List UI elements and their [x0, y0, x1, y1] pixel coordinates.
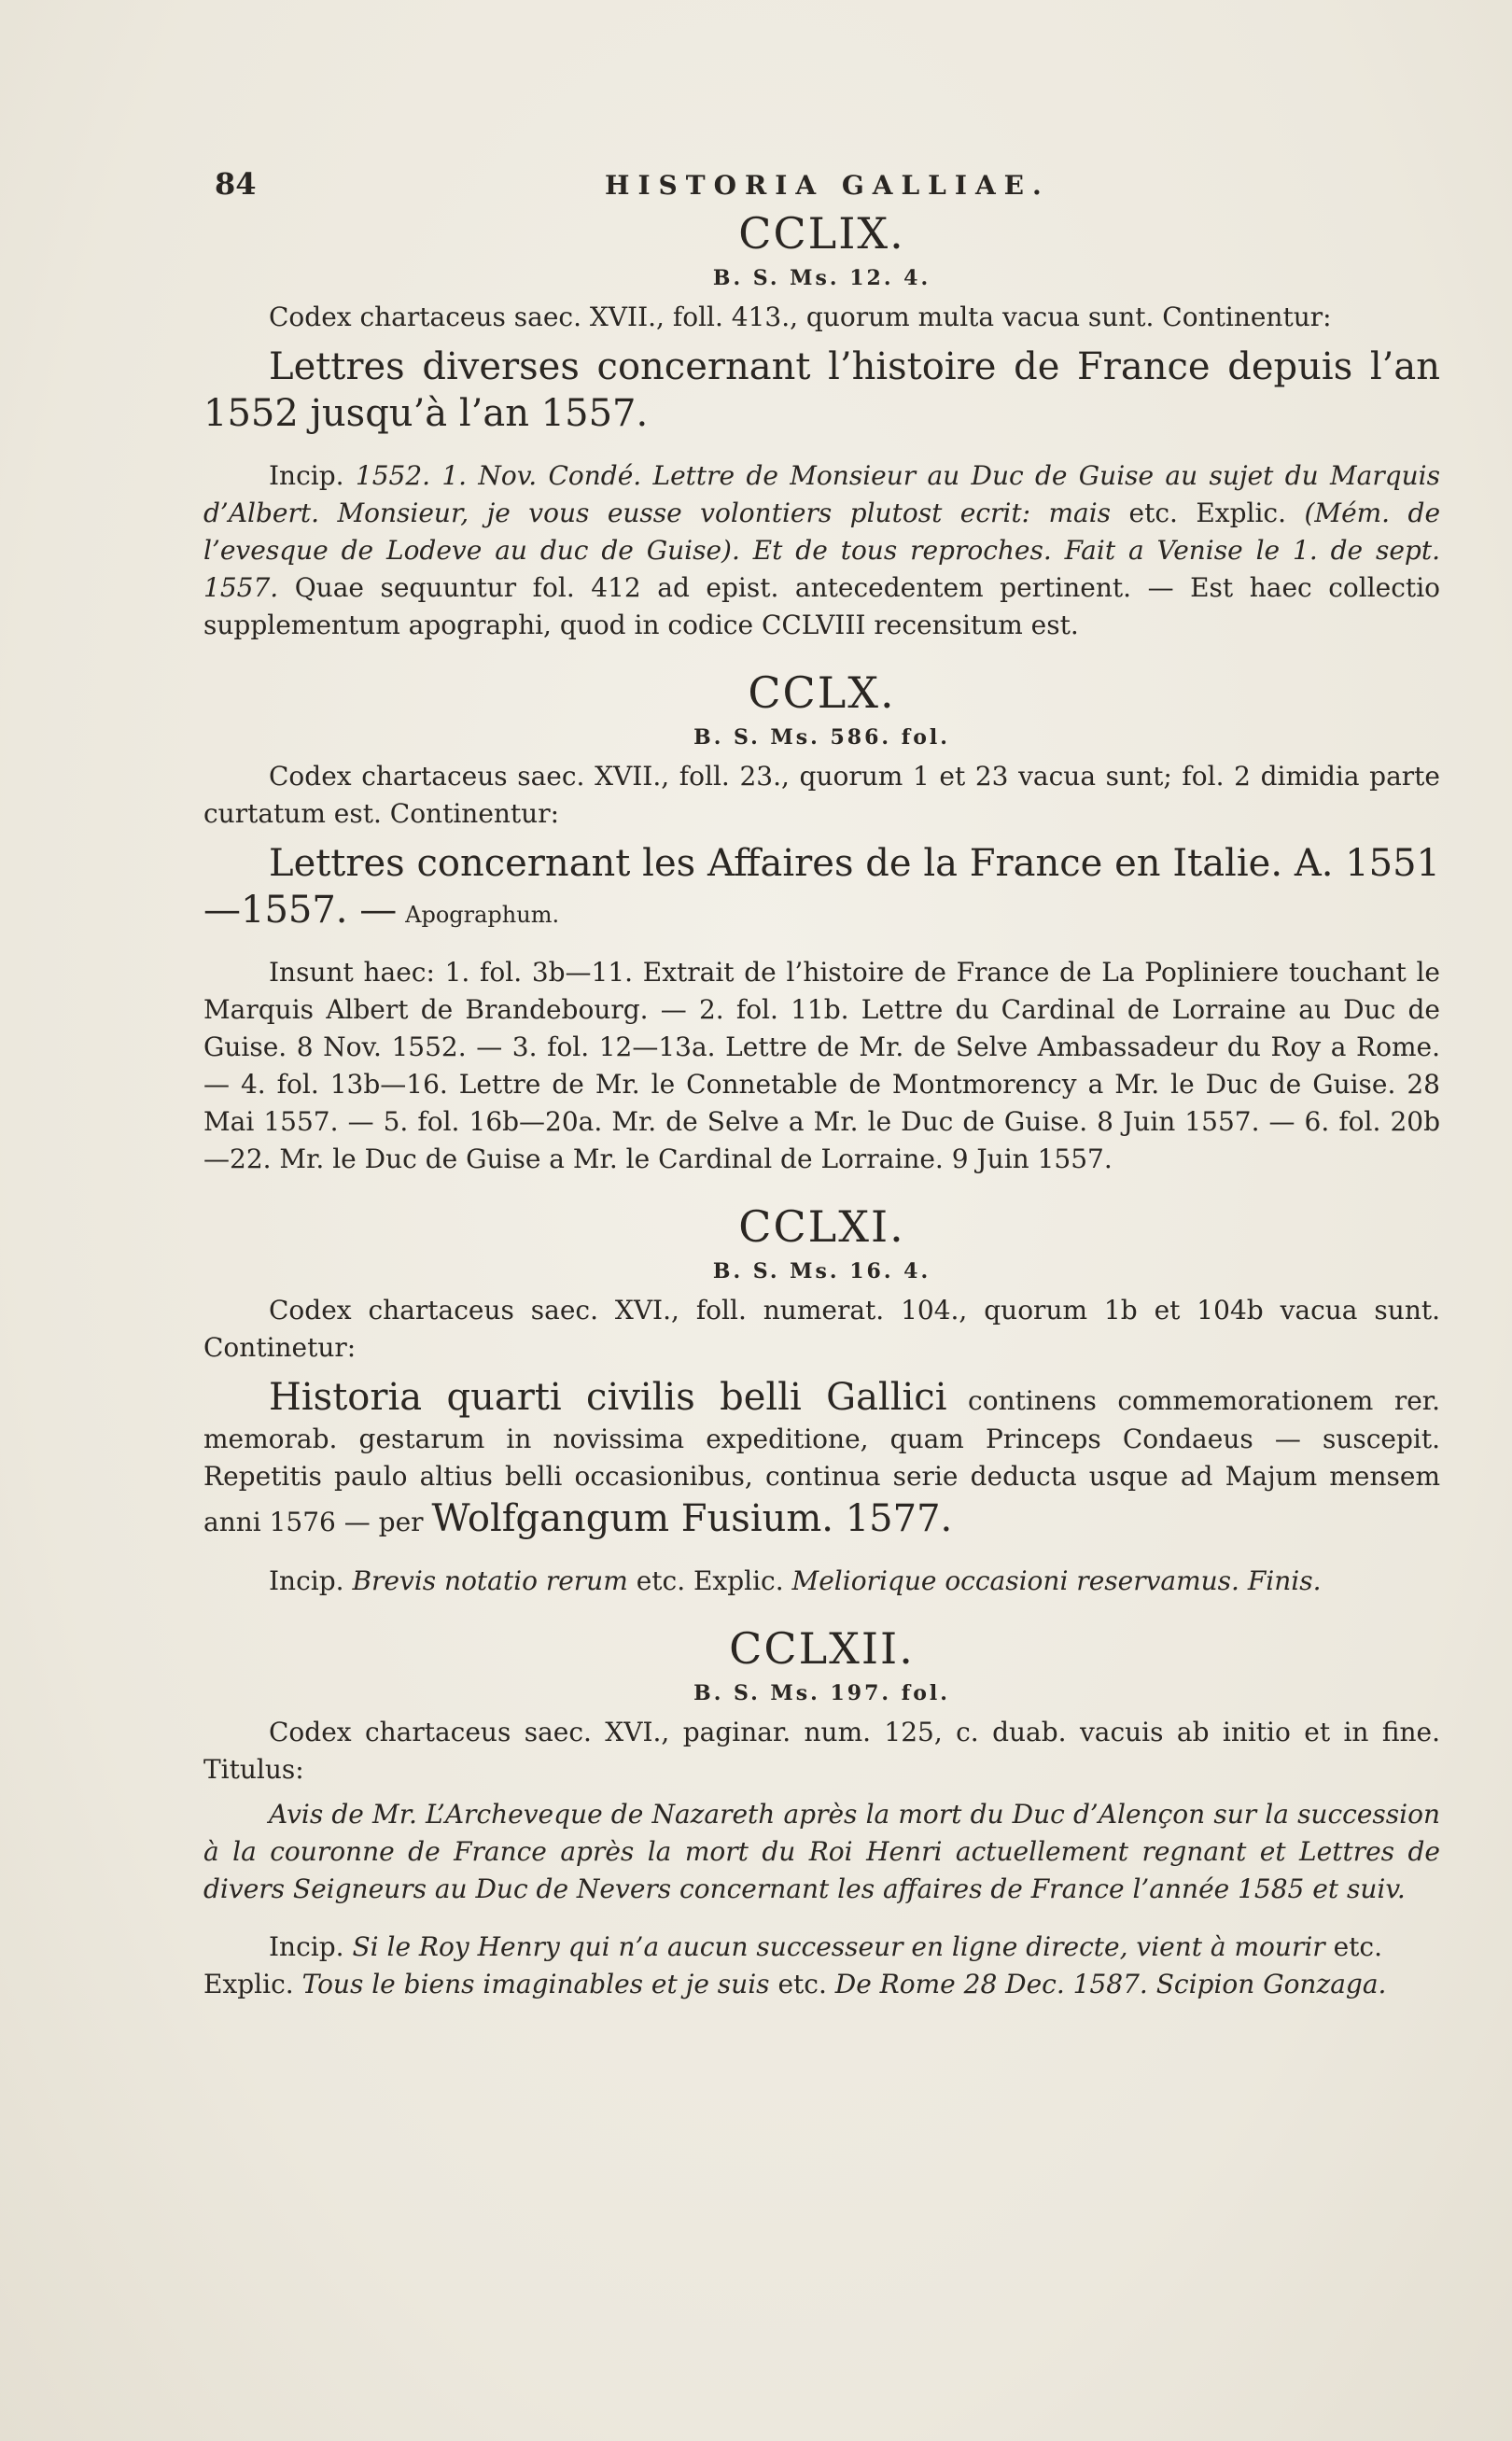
work-title: [203, 1374, 1440, 1542]
codex-description: Codex chartaceus saec. XVI., foll. numerat. 104., quorum 1b et 104b vacua sunt. Continetur:: [203, 1295, 1440, 1363]
work-author: Wolfgangum Fusium. 1577.: [431, 1497, 953, 1540]
shelfmark: B. S. Ms. 197. fol.: [693, 1681, 950, 1705]
text-column: [203, 149, 1440, 2024]
incip-text: Si le Roy Henry qui n’a aucun successeur en ligne directe, vient à mourir: [352, 1931, 1325, 1962]
explic-text: (Mém. de l’evesque de Lodeve au duc de Guise). Et de tous reproches. Fait a Venise le 1. de sept. 1557.: [203, 498, 1441, 603]
entry-cclx: [203, 665, 1440, 1178]
entry-cclxii: [203, 1620, 1440, 2003]
shelfmark: B. S. Ms. 12. 4.: [712, 266, 931, 290]
work-title: [203, 840, 1440, 933]
work-title-note: Apographum.: [405, 902, 560, 928]
work-title-rest: continens commemorationem rer. memorab. gestarum in novissima expeditione, quam Princeps Condaeus — suscepit. Repetitis paulo altius belli occasionibus, continua serie deducta usque ad Majum mensem anni 1576 — per: [203, 1385, 1440, 1537]
explic-text: Meliorique occasioni reservamus. Finis.: [791, 1565, 1322, 1596]
codex-description: Codex chartaceus saec. XVII., foll. 23., quorum 1 et 23 vacua sunt; fol. 2 dimidia parte curtatum est. Continentur:: [203, 761, 1440, 829]
explic-lead: etc. Explic.: [636, 1565, 784, 1596]
work-title-italic: Avis de Mr. L’Archeveque de Nazareth après la mort du Duc d’Alençon sur la succession à la couronne de France après la mort du Roi Henri actuellement regnant et Lettres de divers Seigneurs au Duc de Nevers concernant les affaires de France l’année 1585 et suiv.: [203, 1799, 1440, 1904]
incip-label: Incip.: [269, 1565, 344, 1596]
entry-number: CCLXI.: [738, 1201, 905, 1252]
shelfmark: B. S. Ms. 16. 4.: [712, 1259, 931, 1284]
incipit: [203, 1929, 1440, 1966]
work-title: [203, 1796, 1440, 1908]
incipit-explicit: [203, 457, 1440, 644]
codex-description: Codex chartaceus saec. XVII., foll. 413., quorum multa vacua sunt. Continentur:: [269, 302, 1332, 332]
explic-label: Explic.: [203, 1969, 294, 1999]
contents-list: Insunt haec: 1. fol. 3b—11. Extrait de l’histoire de France de La Popliniere touchant le Marquis Albert de Brandebourg. — 2. fol. 11b. Lettre du Cardinal de Lorraine au Duc de Guise. 8 Nov. 1552. — 3. fol. 12—13a. Lettre de Mr. de Selve Ambassadeur du Roy a Rome. — 4. fol. 13b—16. Lettre de Mr. le Connetable de Montmorency a Mr. le Duc de Guise. 28 Mai 1557. — 5. fol. 16b—20a. Mr. de Selve a Mr. le Duc de Guise. 8 Juin 1557. — 6. fol. 20b—22. Mr. le Duc de Guise a Mr. le Cardinal de Lorraine. 9 Juin 1557.: [203, 957, 1440, 1174]
entry-cclxi: [203, 1199, 1440, 1600]
incip-label: Incip.: [269, 460, 344, 491]
incipit-explicit: [203, 1563, 1440, 1600]
shelfmark: B. S. Ms. 586. fol.: [693, 725, 950, 750]
work-title-lead: Historia quarti civilis belli Gallici: [269, 1376, 947, 1419]
page-number: 84: [215, 166, 257, 202]
explicit: [203, 1966, 1440, 2003]
incip-text: 1552. 1. Nov. Condé. Lettre de Monsieur au Duc de Guise au sujet du Marquis d’Albert. Monsieur, je vous eusse volontiers plutost ecrit: mais: [203, 460, 1440, 528]
explic-text: Tous le biens imaginables et je suis: [301, 1969, 770, 1999]
explic-mid: etc.: [777, 1969, 827, 1999]
entry-cclix: [203, 205, 1440, 644]
incip-label: Incip.: [269, 1931, 344, 1962]
entry-number: CCLIX.: [738, 208, 905, 259]
entry-number: CCLXII.: [729, 1623, 915, 1674]
incip-text: Brevis notatio rerum: [352, 1565, 628, 1596]
codex-description: Codex chartaceus saec. XVI., paginar. num. 125, c. duab. vacuis ab initio et in fine. Titulus:: [203, 1717, 1440, 1785]
entry-number: CCLX.: [748, 667, 896, 718]
work-title-main: Lettres concernant les Affaires de la France en Italie. A. 1551 —1557. —: [203, 842, 1440, 932]
notes: Quae sequuntur fol. 412 ad epist. antecedentem pertinent. — Est haec collectio supplementum apographi, quod in codice CCLVIII recensitum est.: [203, 572, 1440, 640]
work-title: Lettres diverses concernant l’histoire de France depuis l’an 1552 jusqu’à l’an 1557.: [203, 345, 1440, 435]
incip-tail: etc.: [1333, 1931, 1382, 1962]
explic-end: De Rome 28 Dec. 1587. Scipion Gonzaga.: [834, 1969, 1387, 1999]
explic-lead: etc. Explic.: [1128, 498, 1287, 528]
running-title: HISTORIA GALLIAE.: [605, 170, 1050, 201]
running-head: [203, 149, 1440, 205]
